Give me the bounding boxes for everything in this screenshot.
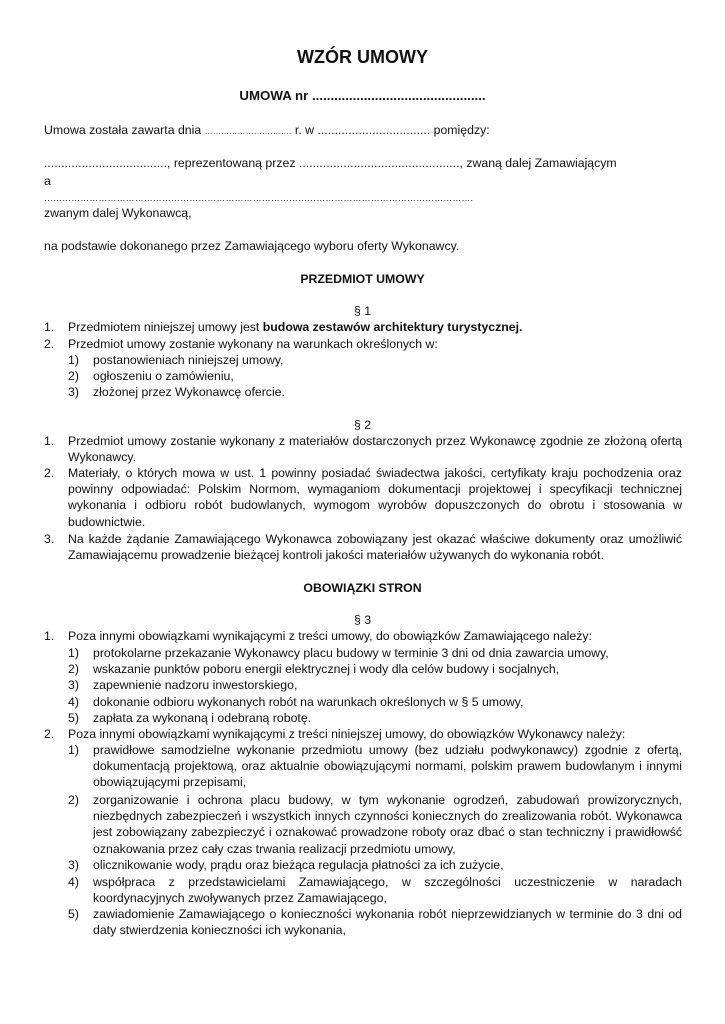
- sub-text: zapewnienie nadzoru inwestorskiego,: [93, 678, 298, 692]
- p3-item-2: [44, 726, 682, 742]
- p2-item-3: [44, 531, 682, 563]
- intro-line-5: zwanym dalej Wykonawcą,: [44, 206, 192, 220]
- p3-1-sub-1: [68, 645, 682, 661]
- sub-number: 1): [68, 646, 79, 660]
- item-text: Przedmiotem niniejszej umowy jest: [68, 320, 263, 334]
- intro-text-b: r. w ................................. pomiędzy:: [291, 123, 490, 137]
- p1-sub-item-3: [68, 384, 682, 400]
- p3-1-sub-4: [68, 694, 682, 710]
- item-number: 1.: [44, 629, 55, 643]
- p3-2-sub-5: [68, 906, 682, 938]
- sub-text: złożonej przez Wykonawcę ofercie.: [93, 385, 285, 399]
- intro-line-2: ...................................., reprezentowaną przez ..............................................., zwaną dalej Zamawiającym: [44, 156, 617, 170]
- document-title: WZÓR UMOWY: [297, 47, 428, 67]
- intro-line-6: na podstawie dokonanego przez Zamawiającego wyboru oferty Wykonawcy.: [44, 239, 460, 253]
- contract-number-heading: UMOWA nr ...............................................: [239, 88, 486, 103]
- section-heading-obowiazki: OBOWIĄZKI STRON: [303, 581, 422, 595]
- sub-text: zawiadomienie Zamawiającego o konieczności wykonania robót nieprzewidzianych w terminie do 3 dni od daty stwierdzenia konieczności ich wykonania,: [93, 907, 682, 938]
- p2-item-1: [44, 433, 682, 465]
- item-number: 3.: [44, 532, 55, 546]
- p1-item-1: [44, 319, 682, 335]
- p3-item-1: [44, 628, 682, 644]
- sub-number: 4): [68, 695, 79, 709]
- sub-text: prawidłowe samodzielne wykonanie przedmiotu umowy (bez udziału podwykonawcy) zgodnie z ofertą, dokumentacją projektową, oraz aktualnie obowiązującymi normami, polskim prawem budowlanym i innymi obowiązującymi przepisami,: [93, 743, 682, 790]
- item-number: 2.: [44, 466, 55, 480]
- p2-item-2: [44, 465, 682, 530]
- paragraph-sign-1: § 1: [353, 304, 372, 318]
- sub-number: 3): [68, 385, 79, 399]
- sub-text: zorganizowanie i ochrona placu budowy, w tym wykonanie ogrodzeń, zabudowań prowizorycznych, niezbędnych zabezpieczeń i wszystkich innych czynności koniecznych do zrealizowania robót. Wykonawca jest zobowiązany zabezpieczyć i oznakować prowadzone roboty oraz dbać o stan techniczny i prawidłowść oznakowania przez cały czas trwania realizacji przedmiotu umowy,: [93, 793, 682, 856]
- sub-number: 1): [68, 743, 79, 757]
- sub-text: współpraca z przedstawicielami Zamawiającego, w szczególności uczestniczenie w naradach koordynacyjnych zwoływanych przez Zamawiającego,: [93, 875, 682, 906]
- sub-number: 2): [68, 793, 79, 807]
- sub-text: dokonanie odbioru wykonanych robót na warunkach określonych w § 5 umowy,: [93, 695, 524, 709]
- item-text: Materiały, o których mowa w ust. 1 powinny posiadać świadectwa jakości, certyfikaty kraju pochodzenia oraz powinny odpowiadać: Polskim Normom, wymaganiom dokumentacji projektowej i specyfikacji technicznej wykonania i odbioru robót budowlanych, wymogom wyrobów dopuszczonych do obrotu i stosowania w budownictwie.: [68, 466, 682, 529]
- sub-text: protokolarne przekazanie Wykonawcy placu budowy w terminie 3 dni od dnia zawarcia umowy,: [93, 646, 609, 660]
- p1-item-2: [44, 336, 682, 352]
- item-text: Na każde żądanie Zamawiającego Wykonawca zobowiązany jest okazać właściwe dokumenty oraz umożliwić Zamawiającemu prowadzenie bieżącej kontroli jakości materiałów używanych do wykonania robót.: [68, 532, 682, 563]
- p3-2-sub-1: [68, 742, 682, 791]
- item-text: Poza innymi obowiązkami wynikającymi z treści umowy, do obowiązków Zamawiającego należy:: [68, 629, 592, 643]
- item-number: 1.: [44, 434, 55, 448]
- section-heading-przedmiot: PRZEDMIOT UMOWY: [300, 272, 425, 286]
- p3-1-sub-5: [68, 710, 682, 726]
- sub-number: 2): [68, 662, 79, 676]
- p3-1-sub-3: [68, 677, 682, 693]
- sub-text: ogłoszeniu o zamówieniu,: [93, 369, 234, 383]
- contractor-blank: …………………………………………………………………………………………………………………………….: [44, 193, 474, 203]
- p1-sub-item-1: [68, 352, 682, 368]
- item-text: Przedmiot umowy zostanie wykonany na warunkach określonych w:: [68, 337, 438, 351]
- sub-text: zapłata za wykonaną i odebraną robotę.: [93, 711, 312, 725]
- intro-line-3: a: [44, 174, 51, 188]
- p1-sub-item-2: [68, 368, 682, 384]
- sub-number: 3): [68, 678, 79, 692]
- sub-text: wskazanie punktów poboru energii elektrycznej i wody dla celów budowy i socjalnych,: [93, 662, 560, 676]
- item-number: 1.: [44, 320, 55, 334]
- sub-text: postanowieniach niniejszej umowy,: [93, 353, 284, 367]
- paragraph-sign-2: § 2: [353, 418, 372, 432]
- sub-number: 2): [68, 369, 79, 383]
- sub-number: 3): [68, 858, 79, 872]
- intro-text-a: Umowa została zawarta dnia: [44, 123, 205, 137]
- item-bold-text: budowa zestawów architektury turystycznej.: [262, 320, 523, 334]
- sub-text: olicznikowanie wody, prądu oraz bieżąca regulacja płatności za ich zużycie,: [93, 858, 504, 872]
- sub-number: 5): [68, 907, 79, 921]
- item-text: Poza innymi obowiązkami wynikającymi z treści niniejszej umowy, do obowiązków Wykonawcy należy:: [68, 727, 626, 741]
- sub-number: 1): [68, 353, 79, 367]
- p3-2-sub-3: [68, 857, 682, 873]
- date-blank: …………………………..: [204, 127, 292, 136]
- p3-2-sub-4: [68, 874, 682, 906]
- intro-line-1: [44, 122, 490, 140]
- item-number: 2.: [44, 727, 55, 741]
- item-number: 2.: [44, 337, 55, 351]
- sub-number: 4): [68, 875, 79, 889]
- paragraph-sign-3: § 3: [353, 613, 372, 627]
- sub-number: 5): [68, 711, 79, 725]
- item-text: Przedmiot umowy zostanie wykonany z materiałów dostarczonych przez Wykonawcę zgodnie ze złożoną ofertą Wykonawcy.: [68, 434, 682, 465]
- p3-1-sub-2: [68, 661, 682, 677]
- p3-2-sub-2: [68, 792, 682, 857]
